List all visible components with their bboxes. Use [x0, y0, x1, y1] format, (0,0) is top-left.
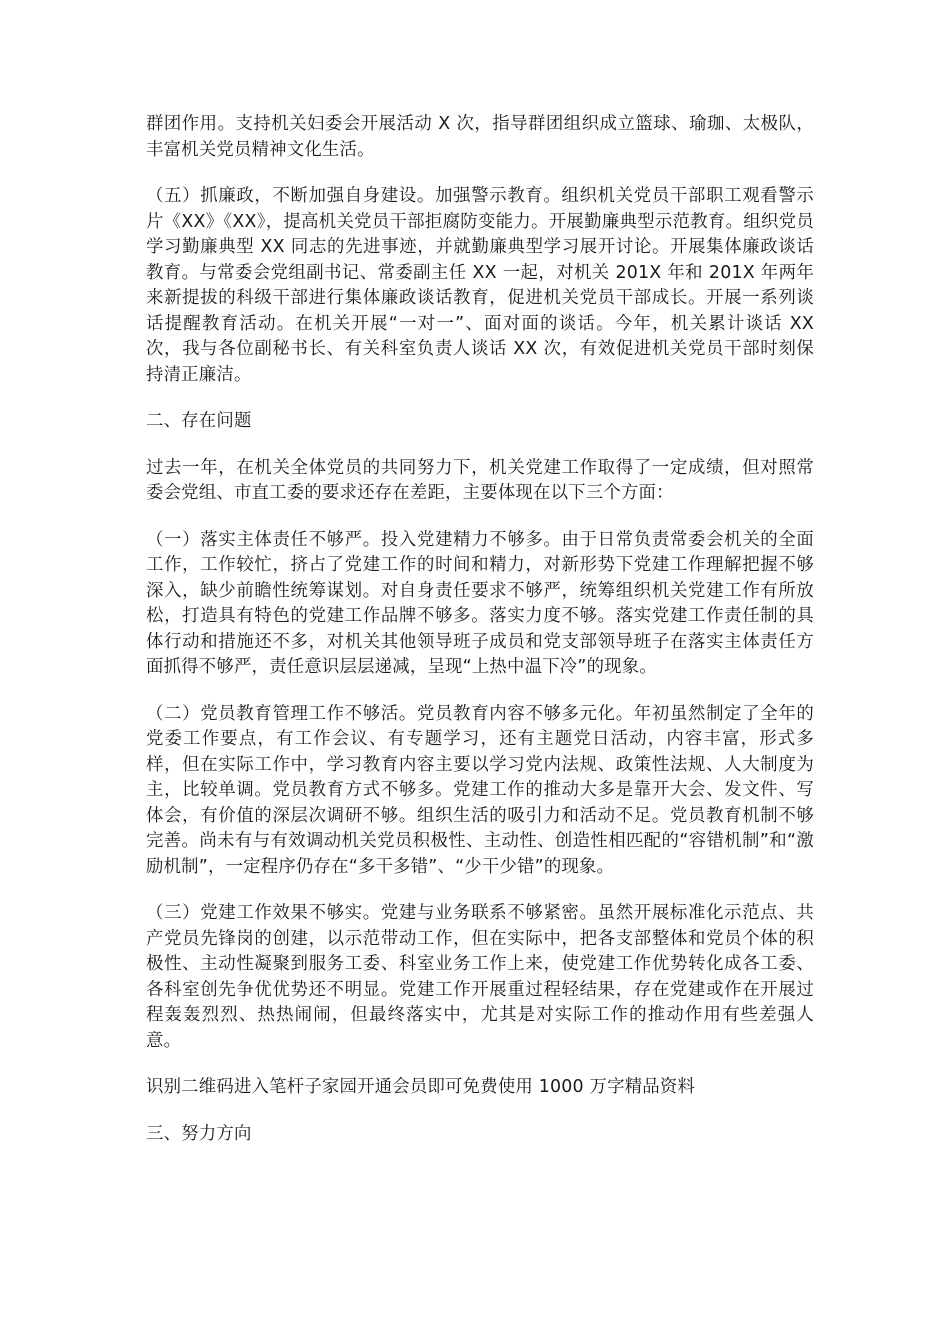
paragraph-problem-three: （三）党建工作效果不够实。党建与业务联系不够紧密。虽然开展标准化示范点、共产党员先锋岗的创建，以示范带动工作，但在实际中，把各支部整体和党员个体的积极性、主动性凝聚到服务工委、科室业务工作上来，使党建工作优势转化成各工委、各科室创先争优优势还不明显。党建工作开展重过程轻结果，存在党建或作在开展过程轰轰烈烈、热热闹闹，但最终落实中，尤其是对实际工作的推动作用有些差强人意。 [146, 903, 814, 1051]
section-heading-direction: 三、努力方向 [146, 1123, 252, 1144]
paragraph-anti-corruption: （五）抓廉政，不断加强自身建设。加强警示教育。组织机关党员干部职工观看警示片《XX》《XX》，提高机关党员干部拒腐防变能力。开展勤廉典型示范教育。组织党员学习勤廉典型 XX 同志的先进事迹，并就勤廉典型学习展开讨论。开展集体廉政谈话教育。与常委会党组副书记、常委副主任 XX 一起，对机关 201X 年和 201X 年两年来新提拔的科级干部进行集体廉政谈话教育，促进机关党员干部成长。开展一系列谈话提醒教育活动。在机关开展“一对一”、面对面的谈话。今年，机关累计谈话 XX 次，我与各位副秘书长、有关科室负责人谈话 XX 次，有效促进机关党员干部时刻保持清正廉洁。 [146, 186, 814, 385]
paragraph-problem-one: （一）落实主体责任不够严。投入党建精力不够多。由于日常负责常委会机关的全面工作，工作较忙，挤占了党建工作的时间和精力，对新形势下党建工作理解把握不够深入，缺少前瞻性统筹谋划。对自身责任要求不够严，统筹组织机关党建工作有所放松，打造具有特色的党建工作品牌不够多。落实力度不够。落实党建工作责任制的具体行动和措施还不多，对机关其他领导班子成员和党支部领导班子在落实主体责任方面抓得不够严，责任意识层层递减，呈现“上热中温下冷”的现象。 [146, 529, 814, 677]
document-page [146, 112, 814, 1168]
paragraph-problem-two: （二）党员教育管理工作不够活。党员教育内容不够多元化。年初虽然制定了全年的党委工作要点，有工作会议、有专题学习，还有主题党日活动，内容丰富，形式多样，但在实际工作中，学习教育内容主要以学习党内法规、政策性法规、人大制度为主，比较单调。党员教育方式不够多。党建工作的推动大多是靠开大会、发文件、写体会，有价值的深层次调研不够。组织生活的吸引力和活动不足。党员教育机制不够完善。尚未有与有效调动机关党员积极性、主动性、创造性相匹配的“容错机制”和“激励机制”，一定程序仍存在“多干多错”、“少干少错”的现象。 [146, 703, 814, 877]
paragraph-problems-intro: 过去一年，在机关全体党员的共同努力下，机关党建工作取得了一定成绩，但对照常委会党组、市直工委的要求还存在差距，主要体现在以下三个方面： [146, 457, 814, 503]
paragraph-group-activities: 群团作用。支持机关妇委会开展活动 X 次，指导群团组织成立篮球、瑜珈、太极队，丰富机关党员精神文化生活。 [146, 114, 814, 160]
promo-line: 识别二维码进入笔杆子家园开通会员即可免费使用 1000 万字精品资料 [146, 1077, 696, 1097]
section-heading-problems: 二、存在问题 [146, 411, 252, 431]
